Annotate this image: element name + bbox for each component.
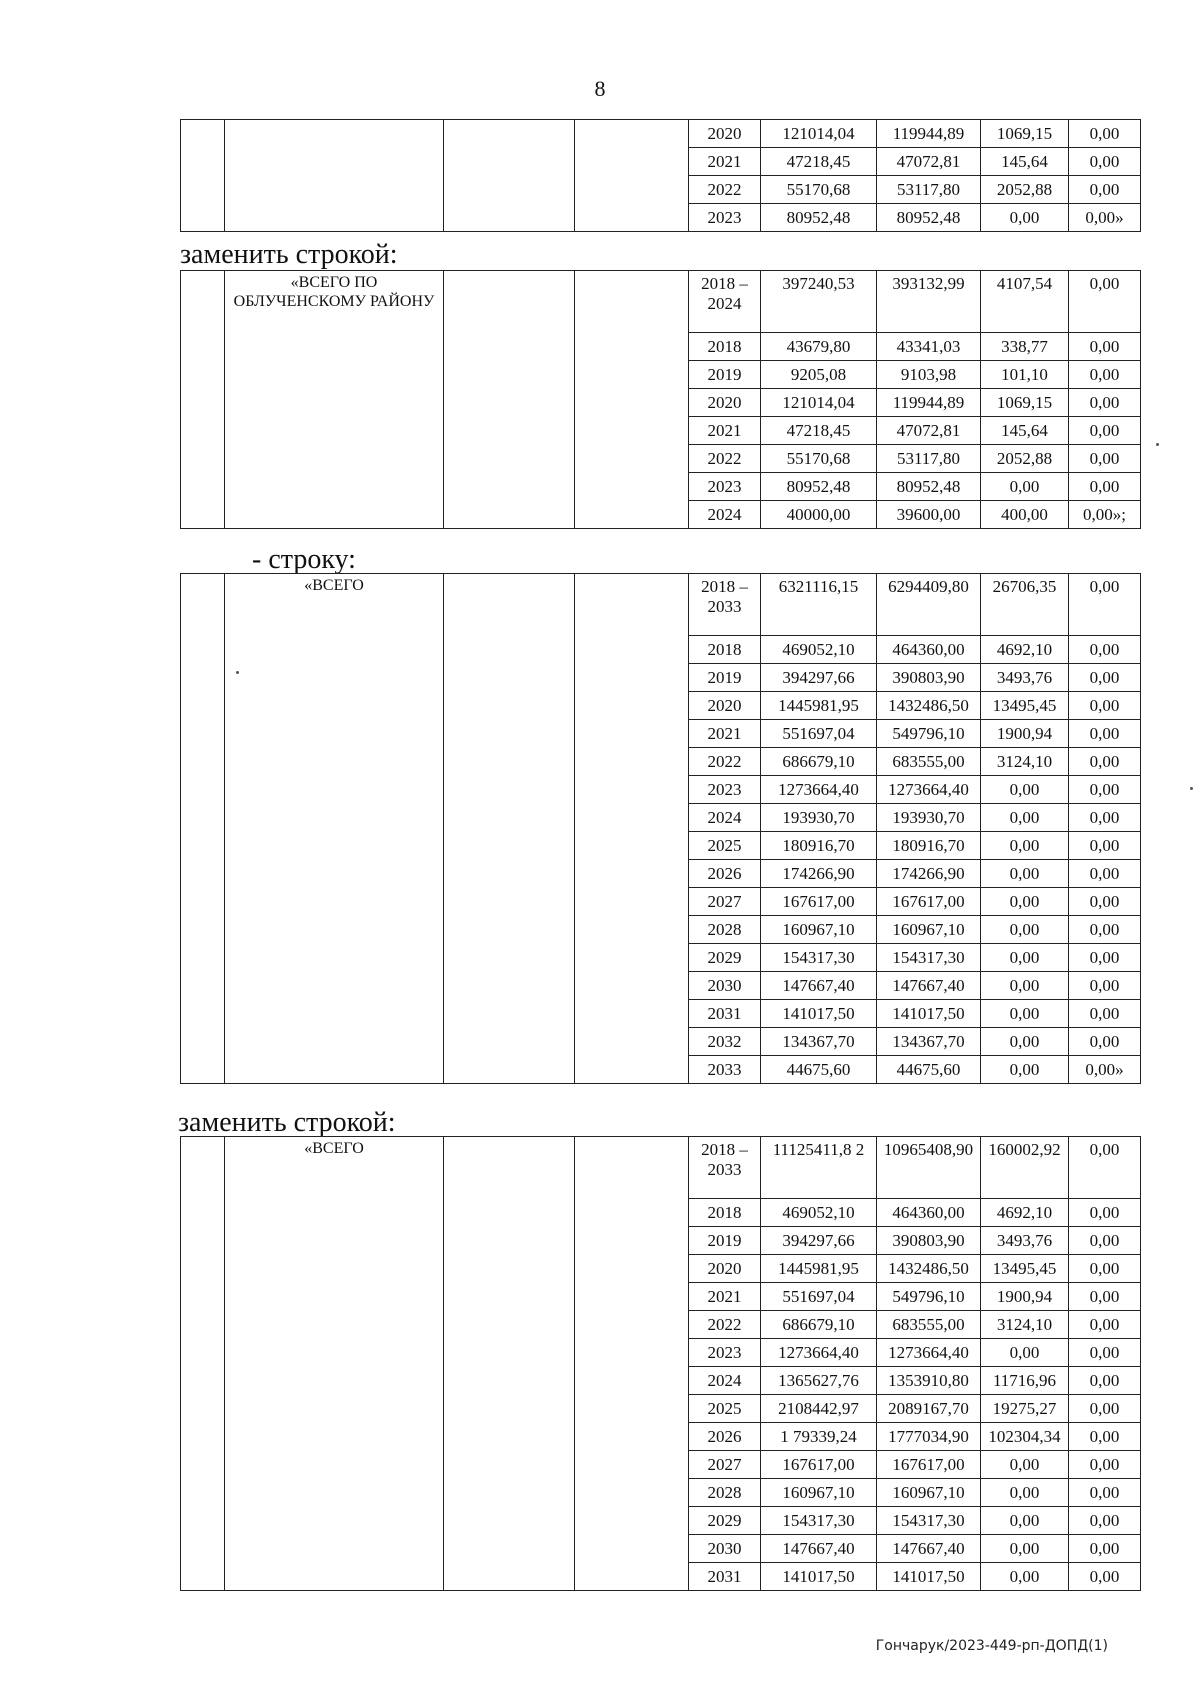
total-amount-cell: 1 79339,24 — [761, 1423, 877, 1451]
regional-amount-cell: 0,00 — [981, 832, 1069, 860]
funding-source-cell — [575, 120, 689, 232]
federal-amount-cell: 683555,00 — [877, 748, 981, 776]
federal-amount-cell: 1273664,40 — [877, 776, 981, 804]
federal-amount-cell: 39600,00 — [877, 501, 981, 529]
local-amount-cell: 0,00 — [1069, 1507, 1141, 1535]
local-amount-cell: 0,00 — [1069, 1535, 1141, 1563]
federal-amount-cell: 167617,00 — [877, 1451, 981, 1479]
funding-source-cell — [575, 1137, 689, 1591]
local-amount-cell: 0,00 — [1069, 972, 1141, 1000]
regional-amount-cell: 0,00 — [981, 860, 1069, 888]
regional-amount-cell: 13495,45 — [981, 692, 1069, 720]
federal-amount-cell: 141017,50 — [877, 1000, 981, 1028]
regional-amount-cell: 338,77 — [981, 333, 1069, 361]
federal-amount-cell: 53117,80 — [877, 445, 981, 473]
total-amount-cell: 43679,80 — [761, 333, 877, 361]
year-cell: 2022 — [689, 748, 761, 776]
federal-amount-cell: 393132,99 — [877, 271, 981, 333]
row-number-cell — [181, 1137, 225, 1591]
year-cell: 2020 — [689, 389, 761, 417]
total-amount-cell: 686679,10 — [761, 748, 877, 776]
responsible-executor-cell — [444, 1137, 575, 1591]
federal-amount-cell: 160967,10 — [877, 1479, 981, 1507]
year-cell: 2029 — [689, 1507, 761, 1535]
budget-table-2 — [180, 270, 1141, 529]
table-1-container — [180, 119, 1141, 232]
responsible-executor-cell — [444, 120, 575, 232]
year-cell: 2021 — [689, 417, 761, 445]
total-amount-cell: 1445981,95 — [761, 692, 877, 720]
regional-amount-cell: 0,00 — [981, 1451, 1069, 1479]
regional-amount-cell: 19275,27 — [981, 1395, 1069, 1423]
local-amount-cell: 0,00 — [1069, 417, 1141, 445]
federal-amount-cell: 80952,48 — [877, 473, 981, 501]
local-amount-cell: 0,00 — [1069, 720, 1141, 748]
federal-amount-cell: 6294409,80 — [877, 574, 981, 636]
year-cell: 2029 — [689, 944, 761, 972]
local-amount-cell: 0,00 — [1069, 748, 1141, 776]
year-cell: 2023 — [689, 473, 761, 501]
federal-amount-cell: 549796,10 — [877, 720, 981, 748]
local-amount-cell: 0,00 — [1069, 120, 1141, 148]
caption-replace-1: заменить строкой: — [180, 239, 398, 270]
year-cell: 2022 — [689, 176, 761, 204]
total-amount-cell: 154317,30 — [761, 944, 877, 972]
year-cell: 2024 — [689, 804, 761, 832]
local-amount-cell: 0,00 — [1069, 176, 1141, 204]
federal-amount-cell: 119944,89 — [877, 389, 981, 417]
scan-speck — [236, 671, 239, 674]
regional-amount-cell: 145,64 — [981, 417, 1069, 445]
total-amount-cell: 11125411,8 2 — [761, 1137, 877, 1199]
total-amount-cell: 469052,10 — [761, 1199, 877, 1227]
total-amount-cell: 167617,00 — [761, 888, 877, 916]
year-cell: 2026 — [689, 1423, 761, 1451]
local-amount-cell: 0,00 — [1069, 692, 1141, 720]
caption-line: - строку: — [252, 544, 356, 575]
year-cell: 2020 — [689, 120, 761, 148]
federal-amount-cell: 2089167,70 — [877, 1395, 981, 1423]
federal-amount-cell: 53117,80 — [877, 176, 981, 204]
federal-amount-cell: 47072,81 — [877, 417, 981, 445]
table-row — [181, 120, 1141, 148]
total-amount-cell: 180916,70 — [761, 832, 877, 860]
regional-amount-cell: 3124,10 — [981, 748, 1069, 776]
regional-amount-cell: 0,00 — [981, 1000, 1069, 1028]
total-amount-cell: 1273664,40 — [761, 776, 877, 804]
total-amount-cell: 686679,10 — [761, 1311, 877, 1339]
regional-amount-cell: 0,00 — [981, 916, 1069, 944]
federal-amount-cell: 160967,10 — [877, 916, 981, 944]
responsible-executor-cell — [444, 574, 575, 1084]
year-cell: 2024 — [689, 501, 761, 529]
total-amount-cell: 55170,68 — [761, 176, 877, 204]
year-cell: 2027 — [689, 1451, 761, 1479]
program-name-cell: «ВСЕГО ПО ОБЛУЧЕНСКОМУ РАЙОНУ — [225, 271, 444, 529]
year-cell: 2018 — [689, 636, 761, 664]
regional-amount-cell: 0,00 — [981, 1563, 1069, 1591]
federal-amount-cell: 1432486,50 — [877, 692, 981, 720]
year-cell: 2022 — [689, 1311, 761, 1339]
year-cell: 2025 — [689, 1395, 761, 1423]
local-amount-cell: 0,00 — [1069, 1479, 1141, 1507]
year-cell: 2019 — [689, 1227, 761, 1255]
total-amount-cell: 1365627,76 — [761, 1367, 877, 1395]
total-amount-cell: 141017,50 — [761, 1563, 877, 1591]
federal-amount-cell: 180916,70 — [877, 832, 981, 860]
local-amount-cell: 0,00»; — [1069, 501, 1141, 529]
local-amount-cell: 0,00 — [1069, 389, 1141, 417]
federal-amount-cell: 9103,98 — [877, 361, 981, 389]
local-amount-cell: 0,00» — [1069, 1056, 1141, 1084]
local-amount-cell: 0,00 — [1069, 1255, 1141, 1283]
year-cell: 2021 — [689, 1283, 761, 1311]
regional-amount-cell: 4107,54 — [981, 271, 1069, 333]
year-cell: 2025 — [689, 832, 761, 860]
budget-table-1 — [180, 119, 1141, 232]
regional-amount-cell: 101,10 — [981, 361, 1069, 389]
total-amount-cell: 154317,30 — [761, 1507, 877, 1535]
total-amount-cell: 47218,45 — [761, 417, 877, 445]
document-reference-footer: Гончарук/2023-449-рп-ДОПД(1) — [875, 1638, 1108, 1654]
regional-amount-cell: 3493,76 — [981, 1227, 1069, 1255]
federal-amount-cell: 147667,40 — [877, 972, 981, 1000]
regional-amount-cell: 13495,45 — [981, 1255, 1069, 1283]
year-cell: 2026 — [689, 860, 761, 888]
total-amount-cell: 394297,66 — [761, 664, 877, 692]
federal-amount-cell: 147667,40 — [877, 1535, 981, 1563]
local-amount-cell: 0,00 — [1069, 445, 1141, 473]
federal-amount-cell: 193930,70 — [877, 804, 981, 832]
regional-amount-cell: 4692,10 — [981, 1199, 1069, 1227]
total-amount-cell: 141017,50 — [761, 1000, 877, 1028]
local-amount-cell: 0,00 — [1069, 333, 1141, 361]
local-amount-cell: 0,00 — [1069, 888, 1141, 916]
year-cell: 2022 — [689, 445, 761, 473]
regional-amount-cell: 0,00 — [981, 776, 1069, 804]
federal-amount-cell: 10965408,90 — [877, 1137, 981, 1199]
regional-amount-cell: 102304,34 — [981, 1423, 1069, 1451]
local-amount-cell: 0,00 — [1069, 361, 1141, 389]
total-amount-cell: 1445981,95 — [761, 1255, 877, 1283]
federal-amount-cell: 174266,90 — [877, 860, 981, 888]
local-amount-cell: 0,00 — [1069, 636, 1141, 664]
table-2-container — [180, 270, 1141, 529]
table-total-row — [181, 271, 1141, 333]
federal-amount-cell: 167617,00 — [877, 888, 981, 916]
regional-amount-cell: 0,00 — [981, 204, 1069, 232]
federal-amount-cell: 44675,60 — [877, 1056, 981, 1084]
federal-amount-cell: 43341,03 — [877, 333, 981, 361]
total-amount-cell: 1273664,40 — [761, 1339, 877, 1367]
total-amount-cell: 193930,70 — [761, 804, 877, 832]
regional-amount-cell: 160002,92 — [981, 1137, 1069, 1199]
regional-amount-cell: 0,00 — [981, 1535, 1069, 1563]
table-3-container — [180, 573, 1141, 1084]
local-amount-cell: 0,00 — [1069, 148, 1141, 176]
year-cell: 2021 — [689, 720, 761, 748]
row-number-cell — [181, 271, 225, 529]
regional-amount-cell: 4692,10 — [981, 636, 1069, 664]
federal-amount-cell: 464360,00 — [877, 636, 981, 664]
total-amount-cell: 469052,10 — [761, 636, 877, 664]
federal-amount-cell: 683555,00 — [877, 1311, 981, 1339]
total-amount-cell: 160967,10 — [761, 1479, 877, 1507]
program-name-cell — [225, 120, 444, 232]
total-amount-cell: 2108442,97 — [761, 1395, 877, 1423]
federal-amount-cell: 80952,48 — [877, 204, 981, 232]
year-cell: 2019 — [689, 361, 761, 389]
total-amount-cell: 394297,66 — [761, 1227, 877, 1255]
year-cell: 2021 — [689, 148, 761, 176]
regional-amount-cell: 0,00 — [981, 1056, 1069, 1084]
federal-amount-cell: 141017,50 — [877, 1563, 981, 1591]
total-amount-cell: 55170,68 — [761, 445, 877, 473]
local-amount-cell: 0,00 — [1069, 1137, 1141, 1199]
federal-amount-cell: 464360,00 — [877, 1199, 981, 1227]
year-cell: 2018 – 2033 — [689, 574, 761, 636]
federal-amount-cell: 154317,30 — [877, 1507, 981, 1535]
local-amount-cell: 0,00 — [1069, 1367, 1141, 1395]
federal-amount-cell: 47072,81 — [877, 148, 981, 176]
federal-amount-cell: 119944,89 — [877, 120, 981, 148]
caption-replace-2: заменить строкой: — [178, 1107, 396, 1138]
local-amount-cell: 0,00 — [1069, 776, 1141, 804]
year-cell: 2020 — [689, 1255, 761, 1283]
regional-amount-cell: 1900,94 — [981, 720, 1069, 748]
page-number: 8 — [594, 76, 606, 101]
table-total-row — [181, 574, 1141, 636]
year-cell: 2023 — [689, 204, 761, 232]
regional-amount-cell: 400,00 — [981, 501, 1069, 529]
funding-source-cell — [575, 574, 689, 1084]
regional-amount-cell: 0,00 — [981, 804, 1069, 832]
federal-amount-cell: 154317,30 — [877, 944, 981, 972]
local-amount-cell: 0,00 — [1069, 1395, 1141, 1423]
regional-amount-cell: 11716,96 — [981, 1367, 1069, 1395]
table-total-row — [181, 1137, 1141, 1199]
program-name-cell: «ВСЕГО — [225, 1137, 444, 1591]
local-amount-cell: 0,00 — [1069, 1563, 1141, 1591]
federal-amount-cell: 390803,90 — [877, 1227, 981, 1255]
total-amount-cell: 551697,04 — [761, 720, 877, 748]
federal-amount-cell: 390803,90 — [877, 664, 981, 692]
regional-amount-cell: 0,00 — [981, 944, 1069, 972]
year-cell: 2028 — [689, 1479, 761, 1507]
local-amount-cell: 0,00 — [1069, 1028, 1141, 1056]
regional-amount-cell: 2052,88 — [981, 445, 1069, 473]
total-amount-cell: 44675,60 — [761, 1056, 877, 1084]
total-amount-cell: 80952,48 — [761, 473, 877, 501]
local-amount-cell: 0,00 — [1069, 1311, 1141, 1339]
year-cell: 2031 — [689, 1000, 761, 1028]
total-amount-cell: 9205,08 — [761, 361, 877, 389]
total-amount-cell: 147667,40 — [761, 1535, 877, 1563]
year-cell: 2023 — [689, 776, 761, 804]
regional-amount-cell: 0,00 — [981, 972, 1069, 1000]
federal-amount-cell: 1777034,90 — [877, 1423, 981, 1451]
responsible-executor-cell — [444, 271, 575, 529]
local-amount-cell: 0,00 — [1069, 1451, 1141, 1479]
funding-source-cell — [575, 271, 689, 529]
year-cell: 2030 — [689, 1535, 761, 1563]
total-amount-cell: 6321116,15 — [761, 574, 877, 636]
regional-amount-cell: 3493,76 — [981, 664, 1069, 692]
federal-amount-cell: 1353910,80 — [877, 1367, 981, 1395]
scan-speck — [1156, 443, 1159, 446]
regional-amount-cell: 0,00 — [981, 1479, 1069, 1507]
total-amount-cell: 551697,04 — [761, 1283, 877, 1311]
local-amount-cell: 0,00 — [1069, 1283, 1141, 1311]
year-cell: 2027 — [689, 888, 761, 916]
year-cell: 2032 — [689, 1028, 761, 1056]
regional-amount-cell: 145,64 — [981, 148, 1069, 176]
year-cell: 2018 — [689, 1199, 761, 1227]
regional-amount-cell: 0,00 — [981, 473, 1069, 501]
regional-amount-cell: 26706,35 — [981, 574, 1069, 636]
year-cell: 2028 — [689, 916, 761, 944]
year-cell: 2031 — [689, 1563, 761, 1591]
local-amount-cell: 0,00 — [1069, 1227, 1141, 1255]
regional-amount-cell: 0,00 — [981, 1507, 1069, 1535]
local-amount-cell: 0,00 — [1069, 832, 1141, 860]
local-amount-cell: 0,00 — [1069, 664, 1141, 692]
total-amount-cell: 121014,04 — [761, 389, 877, 417]
regional-amount-cell: 3124,10 — [981, 1311, 1069, 1339]
year-cell: 2024 — [689, 1367, 761, 1395]
federal-amount-cell: 1432486,50 — [877, 1255, 981, 1283]
row-number-cell — [181, 120, 225, 232]
year-cell: 2018 – 2024 — [689, 271, 761, 333]
total-amount-cell: 147667,40 — [761, 972, 877, 1000]
year-cell: 2030 — [689, 972, 761, 1000]
total-amount-cell: 40000,00 — [761, 501, 877, 529]
local-amount-cell: 0,00 — [1069, 916, 1141, 944]
budget-table-3 — [180, 573, 1141, 1084]
year-cell: 2018 — [689, 333, 761, 361]
program-name-cell: «ВСЕГО — [225, 574, 444, 1084]
total-amount-cell: 121014,04 — [761, 120, 877, 148]
row-number-cell — [181, 574, 225, 1084]
regional-amount-cell: 1069,15 — [981, 120, 1069, 148]
year-cell: 2023 — [689, 1339, 761, 1367]
federal-amount-cell: 549796,10 — [877, 1283, 981, 1311]
year-cell: 2033 — [689, 1056, 761, 1084]
federal-amount-cell: 134367,70 — [877, 1028, 981, 1056]
total-amount-cell: 167617,00 — [761, 1451, 877, 1479]
local-amount-cell: 0,00 — [1069, 271, 1141, 333]
total-amount-cell: 47218,45 — [761, 148, 877, 176]
total-amount-cell: 80952,48 — [761, 204, 877, 232]
regional-amount-cell: 0,00 — [981, 1339, 1069, 1367]
total-amount-cell: 134367,70 — [761, 1028, 877, 1056]
federal-amount-cell: 1273664,40 — [877, 1339, 981, 1367]
table-4-container — [180, 1136, 1141, 1591]
regional-amount-cell: 1900,94 — [981, 1283, 1069, 1311]
year-cell: 2018 – 2033 — [689, 1137, 761, 1199]
regional-amount-cell: 0,00 — [981, 1028, 1069, 1056]
local-amount-cell: 0,00 — [1069, 804, 1141, 832]
regional-amount-cell: 0,00 — [981, 888, 1069, 916]
local-amount-cell: 0,00 — [1069, 574, 1141, 636]
local-amount-cell: 0,00 — [1069, 860, 1141, 888]
local-amount-cell: 0,00 — [1069, 1199, 1141, 1227]
scan-speck — [1190, 787, 1193, 790]
local-amount-cell: 0,00 — [1069, 1000, 1141, 1028]
local-amount-cell: 0,00 — [1069, 1423, 1141, 1451]
local-amount-cell: 0,00 — [1069, 1339, 1141, 1367]
regional-amount-cell: 1069,15 — [981, 389, 1069, 417]
total-amount-cell: 397240,53 — [761, 271, 877, 333]
regional-amount-cell: 2052,88 — [981, 176, 1069, 204]
local-amount-cell: 0,00» — [1069, 204, 1141, 232]
total-amount-cell: 174266,90 — [761, 860, 877, 888]
budget-table-4 — [180, 1136, 1141, 1591]
total-amount-cell: 160967,10 — [761, 916, 877, 944]
year-cell: 2020 — [689, 692, 761, 720]
local-amount-cell: 0,00 — [1069, 473, 1141, 501]
year-cell: 2019 — [689, 664, 761, 692]
local-amount-cell: 0,00 — [1069, 944, 1141, 972]
